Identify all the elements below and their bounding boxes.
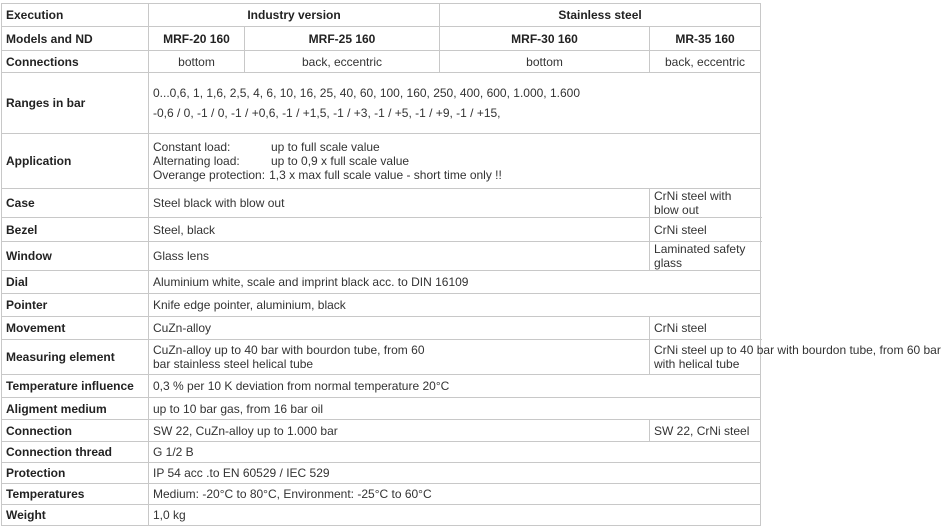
pointer-value: Knife edge pointer, aluminium, black [149, 294, 761, 317]
stainless-steel-header: Stainless steel [440, 4, 761, 27]
model-mrf-25: MRF-25 160 [245, 27, 440, 51]
weight-label: Weight [2, 505, 149, 526]
thread-label: Connection thread [2, 442, 149, 463]
connection-industry: SW 22, CuZn-alloy up to 1.000 bar [149, 420, 650, 442]
industry-version-header: Industry version [149, 4, 440, 27]
alignment-value: up to 10 bar gas, from 16 bar oil [149, 398, 761, 420]
application-constant-key: Constant load: [153, 140, 231, 154]
connections-mrf-30: bottom [440, 51, 650, 73]
measuring-stainless-line-1: CrNi steel up to 40 bar with bourdon tube, from 60 bar [654, 343, 941, 357]
row-temperature-influence [2, 375, 761, 398]
application-alternating-key: Alternating load: [153, 154, 240, 168]
application-alternating-value: up to 0,9 x full scale value [271, 154, 410, 168]
measuring-stainless [650, 340, 941, 375]
row-case [2, 189, 761, 218]
connections-mrf-20: bottom [149, 51, 245, 73]
measuring-label: Measuring element [2, 340, 149, 375]
pointer-label: Pointer [2, 294, 149, 317]
application-constant [153, 140, 756, 154]
row-measuring-element [2, 340, 761, 375]
row-connection-thread [2, 442, 761, 463]
movement-label: Movement [2, 317, 149, 340]
case-label: Case [2, 189, 149, 218]
case-industry: Steel black with blow out [149, 189, 650, 218]
application-alternating [153, 154, 756, 168]
ranges-line-2: -0,6 / 0, -1 / 0, -1 / +0,6, -1 / +1,5, -1 / +3, -1 / +5, -1 / +9, -1 / +15, [153, 106, 501, 120]
movement-stainless: CrNi steel [650, 317, 761, 340]
row-connection [2, 420, 761, 442]
thread-value: G 1/2 B [149, 442, 761, 463]
case-stainless: CrNi steel with blow out [650, 189, 761, 218]
model-mr-35: MR-35 160 [650, 27, 761, 51]
temperatures-value: Medium: -20°C to 80°C, Environment: -25°C to 60°C [149, 484, 761, 505]
row-temperatures [2, 484, 761, 505]
dial-value: Aluminium white, scale and imprint black acc. to DIN 16109 [149, 271, 761, 294]
row-models [2, 27, 761, 51]
connections-mr-35: back, eccentric [650, 51, 761, 73]
row-alignment-medium [2, 398, 761, 420]
weight-value: 1,0 kg [149, 505, 761, 526]
model-mrf-20: MRF-20 160 [149, 27, 245, 51]
execution-label: Execution [2, 4, 149, 27]
row-dial [2, 271, 761, 294]
application-value [149, 134, 761, 189]
bezel-industry: Steel, black [149, 218, 650, 242]
measuring-stainless-line-2: with helical tube [654, 357, 740, 371]
application-overange [153, 168, 756, 182]
row-execution [2, 4, 761, 27]
ranges-label: Ranges in bar [2, 73, 149, 134]
measuring-industry-line-2: bar stainless steel helical tube [153, 357, 314, 371]
window-stainless: Laminated safety glass [650, 242, 761, 271]
models-label: Models and ND [2, 27, 149, 51]
row-movement [2, 317, 761, 340]
application-label: Application [2, 134, 149, 189]
connection-stainless: SW 22, CrNi steel [650, 420, 761, 442]
ranges-value [149, 73, 761, 134]
application-overange-value: 1,3 x max full scale value - short time only !! [269, 168, 502, 182]
window-industry: Glass lens [149, 242, 650, 271]
connections-label: Connections [2, 51, 149, 73]
temperatures-label: Temperatures [2, 484, 149, 505]
dial-label: Dial [2, 271, 149, 294]
alignment-label: Aligment medium [2, 398, 149, 420]
row-weight [2, 505, 761, 526]
connections-mrf-25: back, eccentric [245, 51, 440, 73]
temp-influence-value: 0,3 % per 10 K deviation from normal temperature 20°C [149, 375, 761, 398]
bezel-stainless: CrNi steel [650, 218, 761, 242]
model-mrf-30: MRF-30 160 [440, 27, 650, 51]
application-overange-key: Overange protection: [153, 168, 266, 182]
row-protection [2, 463, 761, 484]
protection-value: IP 54 acc .to EN 60529 / IEC 529 [149, 463, 761, 484]
row-window [2, 242, 761, 271]
measuring-industry-line-1: CuZn-alloy up to 40 bar with bourdon tube, from 60 [153, 343, 425, 357]
row-connections [2, 51, 761, 73]
connection-label: Connection [2, 420, 149, 442]
ranges-line-1: 0...0,6, 1, 1,6, 2,5, 4, 6, 10, 16, 25, 40, 60, 100, 160, 250, 400, 600, 1.000, 1.600 [153, 86, 581, 100]
row-bezel [2, 218, 761, 242]
temp-influence-label: Temperature influence [2, 375, 149, 398]
movement-industry: CuZn-alloy [149, 317, 650, 340]
specification-table [1, 3, 941, 526]
window-label: Window [2, 242, 149, 271]
bezel-label: Bezel [2, 218, 149, 242]
protection-label: Protection [2, 463, 149, 484]
application-constant-value: up to full scale value [271, 140, 380, 154]
measuring-industry [149, 340, 650, 375]
row-application [2, 134, 761, 189]
row-pointer [2, 294, 761, 317]
row-ranges [2, 73, 761, 134]
